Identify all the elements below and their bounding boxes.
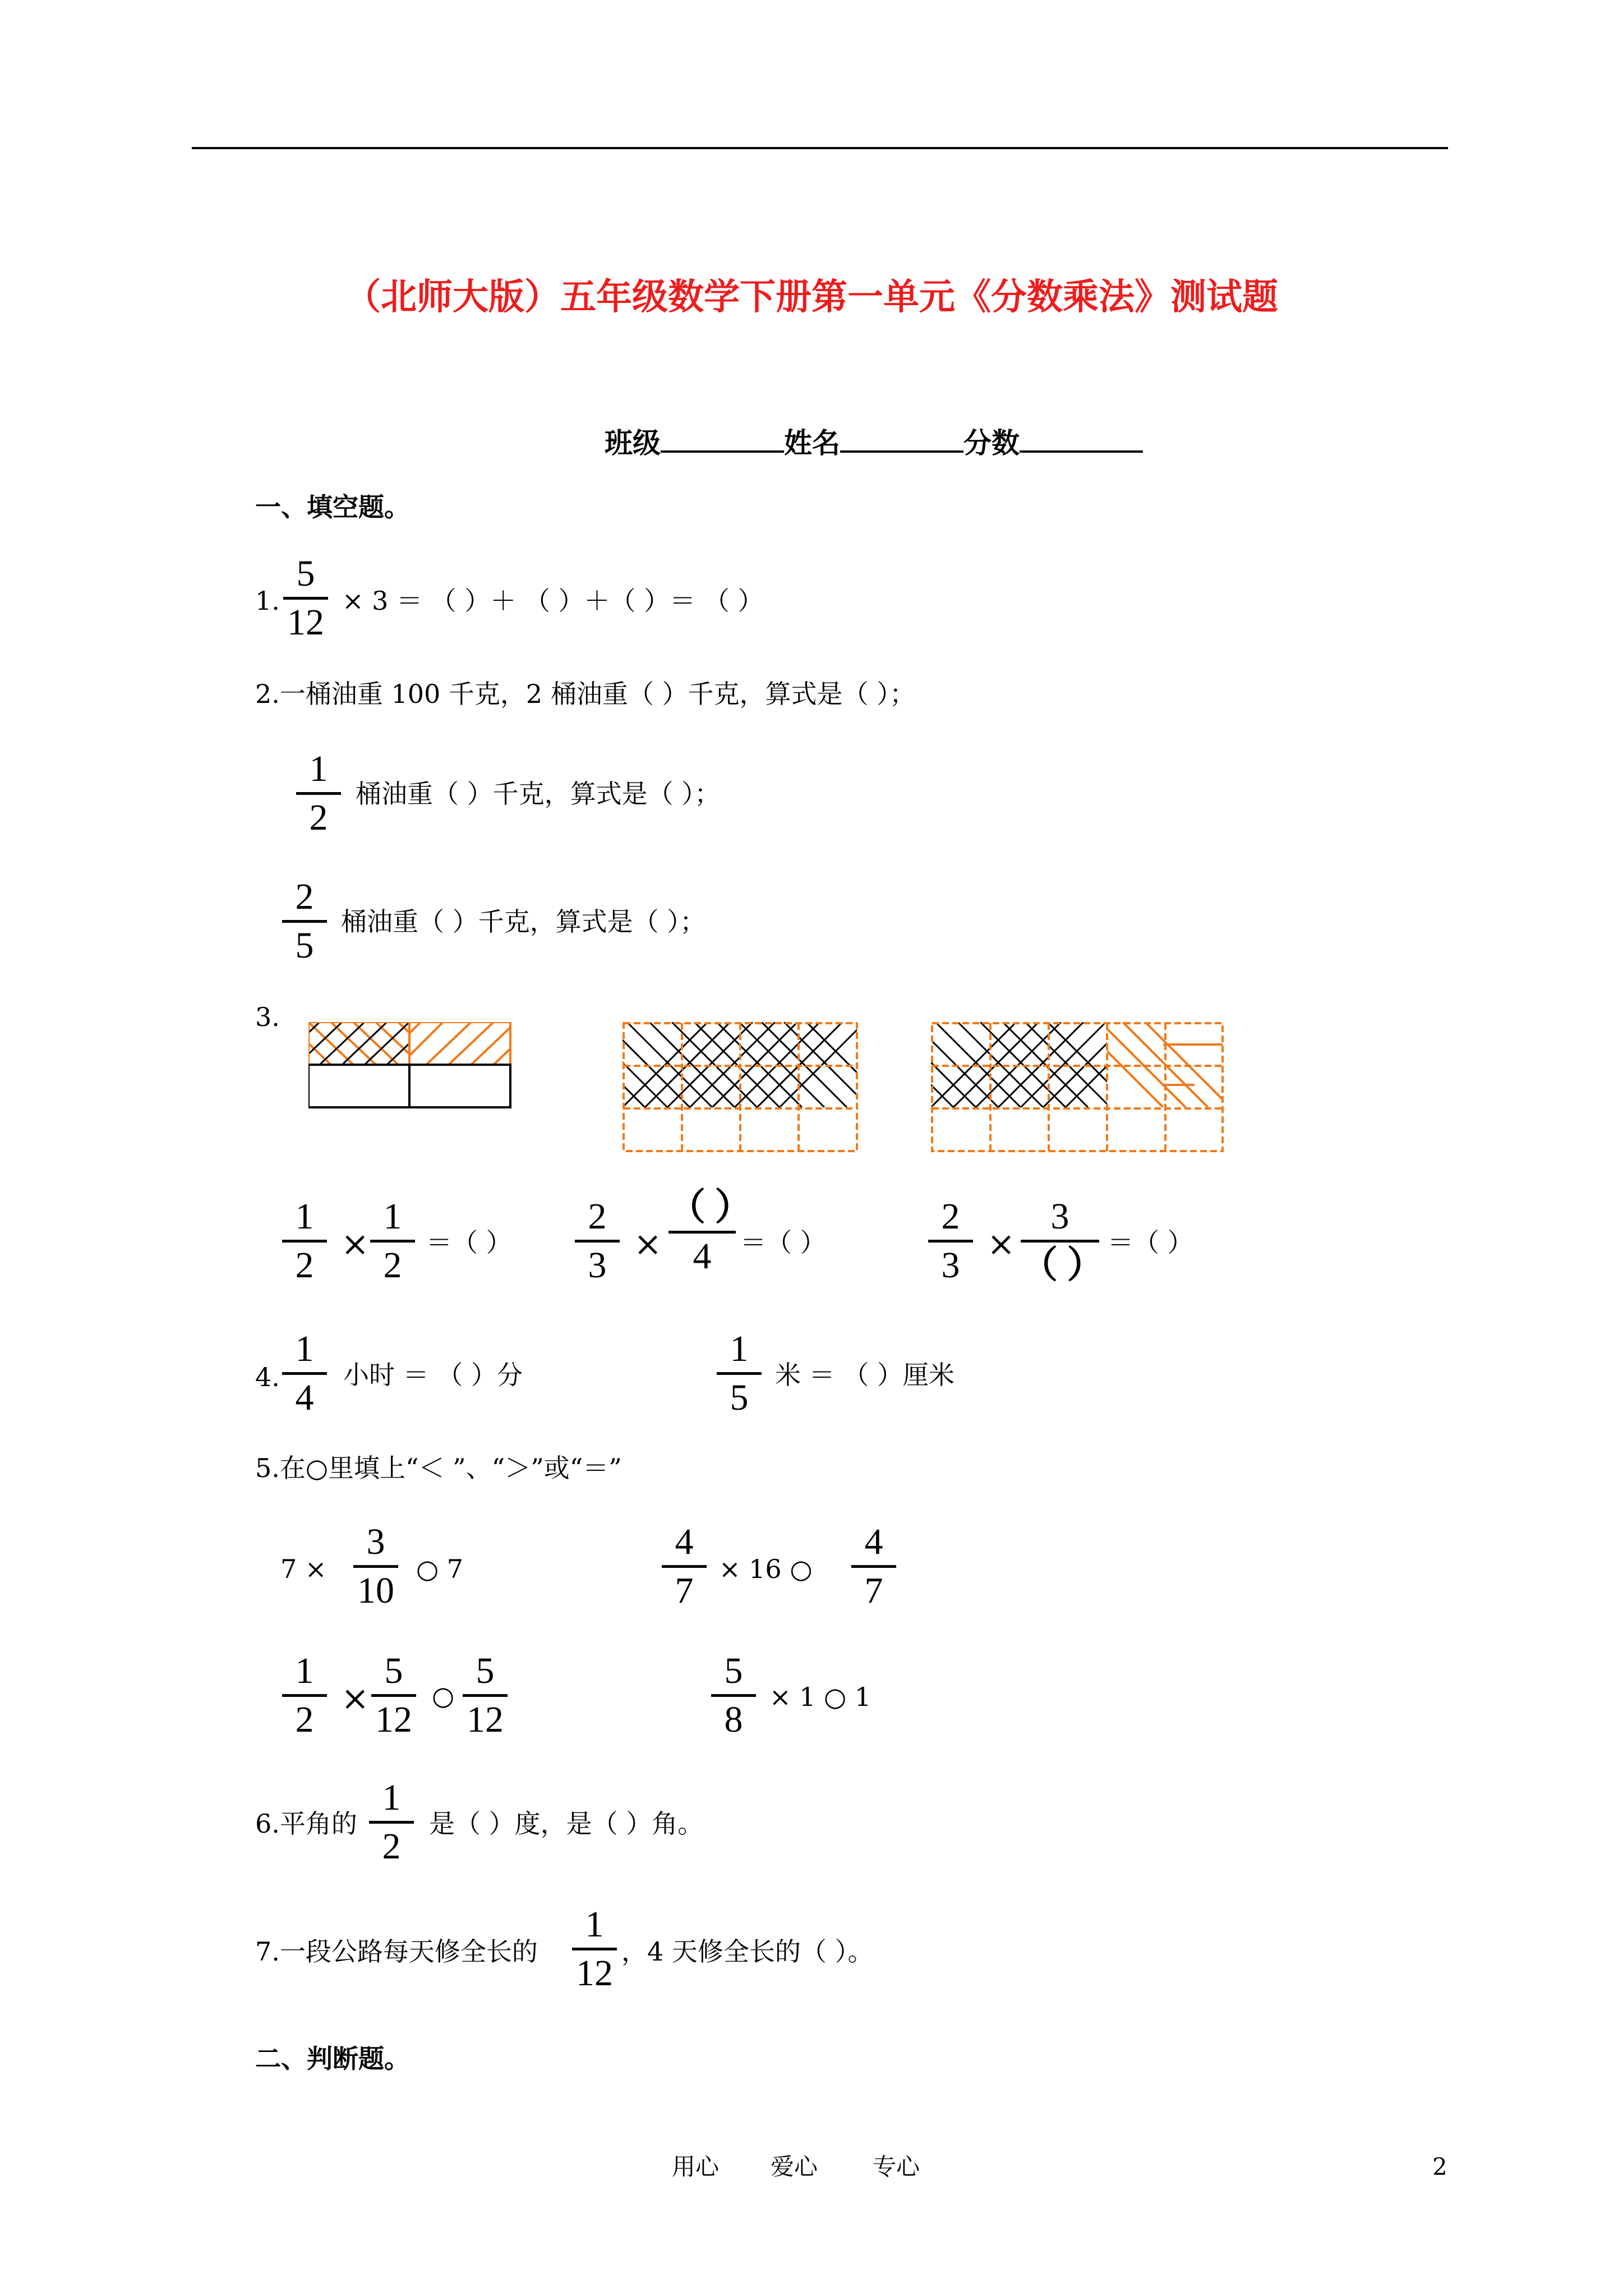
q3-e2-frac-a	[575, 1198, 620, 1284]
q6-post: 是（ ）度，是（ ）角。	[429, 1809, 704, 1839]
q5-c-frac	[282, 1650, 327, 1740]
section-fill-heading: 一、填空题。	[255, 492, 410, 522]
section-judge-heading: 二、判断题。	[255, 2044, 410, 2074]
q5c-den: 2	[295, 1699, 314, 1740]
q5-a-frac	[353, 1521, 398, 1611]
q3e3a-bar	[928, 1240, 973, 1243]
q2-fraction-a	[296, 748, 341, 838]
q5b2-den: 7	[864, 1570, 883, 1611]
q4b-bar	[717, 1372, 762, 1375]
q4b-num: 1	[730, 1328, 749, 1369]
q3-number: 3.	[255, 1002, 280, 1032]
footer-left: 用心	[672, 2153, 720, 2180]
q5-d-post: × 1 ○ 1	[769, 1682, 872, 1712]
q5c3-bar	[463, 1694, 508, 1697]
q5c3-num: 5	[476, 1650, 495, 1691]
q5a-num: 3	[366, 1521, 385, 1562]
q3e2a-den: 3	[588, 1245, 607, 1286]
name-label: 姓名	[784, 427, 840, 459]
q5b-num: 4	[675, 1521, 694, 1562]
q7-frac	[572, 1906, 617, 1992]
q4a-num: 1	[295, 1328, 314, 1369]
q2a-frac-num: 1	[309, 748, 328, 789]
score-blank[interactable]	[1020, 425, 1143, 453]
q5-a-post: ○ 7	[416, 1554, 464, 1584]
q3-diagram-1	[308, 1022, 516, 1112]
q5-b-mid: × 16 ○	[719, 1554, 813, 1584]
q3e1b-num: 1	[383, 1196, 402, 1237]
q3-e3-frac-a	[928, 1198, 973, 1284]
q3e3b-bar	[1021, 1240, 1099, 1243]
q1-number: 1.	[255, 586, 280, 616]
q5-instruction: 5.在○里填上“＜ ”、“＞”或“＝”	[255, 1453, 622, 1483]
q7-den: 12	[576, 1953, 613, 1994]
q3e1a-num: 1	[295, 1196, 314, 1237]
q3-e3-result: ＝（ ）	[1108, 1227, 1193, 1258]
q1-frac-bar	[283, 597, 328, 600]
q6-pre: 6.平角的	[255, 1809, 357, 1839]
q4-text-a: 小时 ＝ （ ）分	[343, 1360, 523, 1390]
q2b-frac-num: 2	[295, 876, 314, 917]
q6-frac	[369, 1779, 414, 1865]
q2-line3: 桶油重（ ）千克，算式是（ ）；	[341, 907, 706, 937]
q7-pre: 7.一段公路每天修全长的	[255, 1936, 538, 1967]
q7-post: ，4 天修全长的（ ）。	[621, 1936, 874, 1967]
q5d-bar	[711, 1694, 756, 1697]
footer-right: 专心	[873, 2153, 920, 2180]
q3e1b-den: 2	[383, 1245, 402, 1286]
q5-c-frac3	[463, 1650, 508, 1740]
q3e2a-bar	[575, 1240, 620, 1243]
q5b2-num: 4	[864, 1521, 883, 1562]
class-blank[interactable]	[661, 425, 784, 453]
q5d-num: 5	[724, 1650, 743, 1691]
q3-e1-frac-b	[370, 1198, 415, 1284]
q4-number: 4.	[255, 1362, 280, 1392]
page-number: 2	[1432, 2153, 1447, 2180]
q6-den: 2	[382, 1826, 401, 1867]
q3e3a-den: 3	[941, 1245, 960, 1286]
q5d-den: 8	[724, 1699, 743, 1740]
page-title: （北师大版）五年级数学下册第一单元《分数乘法》测试题	[345, 277, 1278, 318]
q2-fraction-b	[282, 878, 327, 964]
name-blank[interactable]	[840, 425, 963, 453]
q1-frac-den: 12	[287, 602, 324, 643]
q5c2-den: 12	[375, 1699, 412, 1740]
q3-e1-times: ×	[341, 1225, 370, 1264]
q3e2b-num[interactable]: （ ）	[668, 1187, 752, 1228]
q3-e2-times: ×	[634, 1225, 662, 1264]
q5b-den: 7	[675, 1570, 694, 1611]
q6-num: 1	[382, 1777, 401, 1818]
class-label: 班级	[605, 427, 661, 459]
q3-diagram-2	[623, 1022, 860, 1157]
q5b-bar	[662, 1565, 707, 1568]
q4-frac-b	[717, 1328, 762, 1418]
q3e1a-bar	[282, 1240, 327, 1243]
q3e1a-den: 2	[295, 1245, 314, 1286]
q3-e3-times: ×	[987, 1225, 1016, 1264]
q5-c-mid2: ○	[432, 1681, 455, 1711]
q4-frac-a	[282, 1328, 327, 1418]
q2a-frac-den: 2	[309, 797, 328, 838]
q3-diagram-3	[931, 1022, 1225, 1157]
q1-expression: × 3 ＝ （ ）＋ （ ）＋（ ）＝ （ ）	[342, 586, 764, 616]
header-rule	[192, 147, 1448, 149]
q2-line1: 2.一桶油重 100 千克，2 桶油重（ ）千克，算式是（ ）；	[255, 679, 916, 709]
q5-c-mid: ×	[341, 1679, 370, 1718]
q3-e3-frac-b	[1021, 1196, 1104, 1286]
q3e2a-num: 2	[588, 1196, 607, 1237]
q4a-bar	[282, 1372, 327, 1375]
q2b-frac-den: 5	[295, 925, 314, 966]
q5a-bar	[353, 1565, 398, 1568]
q2b-frac-bar	[282, 920, 327, 923]
q4a-den: 4	[295, 1377, 314, 1418]
q5-d-frac	[711, 1650, 756, 1740]
q3e3b-num: 3	[1050, 1196, 1069, 1237]
footer-middle: 爱心	[771, 2153, 818, 2180]
q5c2-num: 5	[384, 1650, 403, 1691]
q7-num: 1	[585, 1904, 604, 1945]
q3-e1-result: ＝（ ）	[426, 1227, 512, 1258]
q5-c-frac2	[371, 1650, 416, 1740]
q3-e2-result: ＝（ ）	[740, 1227, 826, 1258]
q5-a-pre: 7 ×	[280, 1554, 327, 1584]
q2-line2: 桶油重（ ）千克，算式是（ ）；	[356, 779, 721, 809]
q3e3b-den[interactable]: （ ）	[1021, 1245, 1104, 1286]
q3e2b-bar	[668, 1231, 736, 1234]
q6-bar	[369, 1821, 414, 1824]
q5c2-bar	[371, 1694, 416, 1697]
q1-fraction	[283, 555, 328, 641]
q4-text-b: 米 ＝ （ ）厘米	[775, 1360, 955, 1390]
q3-e1-frac-a	[282, 1198, 327, 1284]
q5c-num: 1	[295, 1650, 314, 1691]
q5c3-den: 12	[467, 1699, 504, 1740]
q5b2-bar	[851, 1565, 896, 1568]
score-label: 分数	[963, 427, 1020, 459]
q3e1b-bar	[370, 1240, 415, 1243]
q5c-bar	[282, 1694, 327, 1697]
q3-e2-frac-b	[668, 1187, 752, 1277]
q2a-frac-bar	[296, 792, 341, 795]
q5-b-frac	[662, 1521, 707, 1611]
q5-b-frac2	[851, 1521, 896, 1611]
q5a-den: 10	[357, 1570, 394, 1611]
student-info-line	[605, 421, 1143, 461]
q3e2b-den: 4	[693, 1236, 712, 1277]
q4b-den: 5	[730, 1377, 749, 1418]
q3e3a-num: 2	[941, 1196, 960, 1237]
q7-bar	[572, 1948, 617, 1950]
q1-frac-num: 5	[296, 553, 315, 594]
